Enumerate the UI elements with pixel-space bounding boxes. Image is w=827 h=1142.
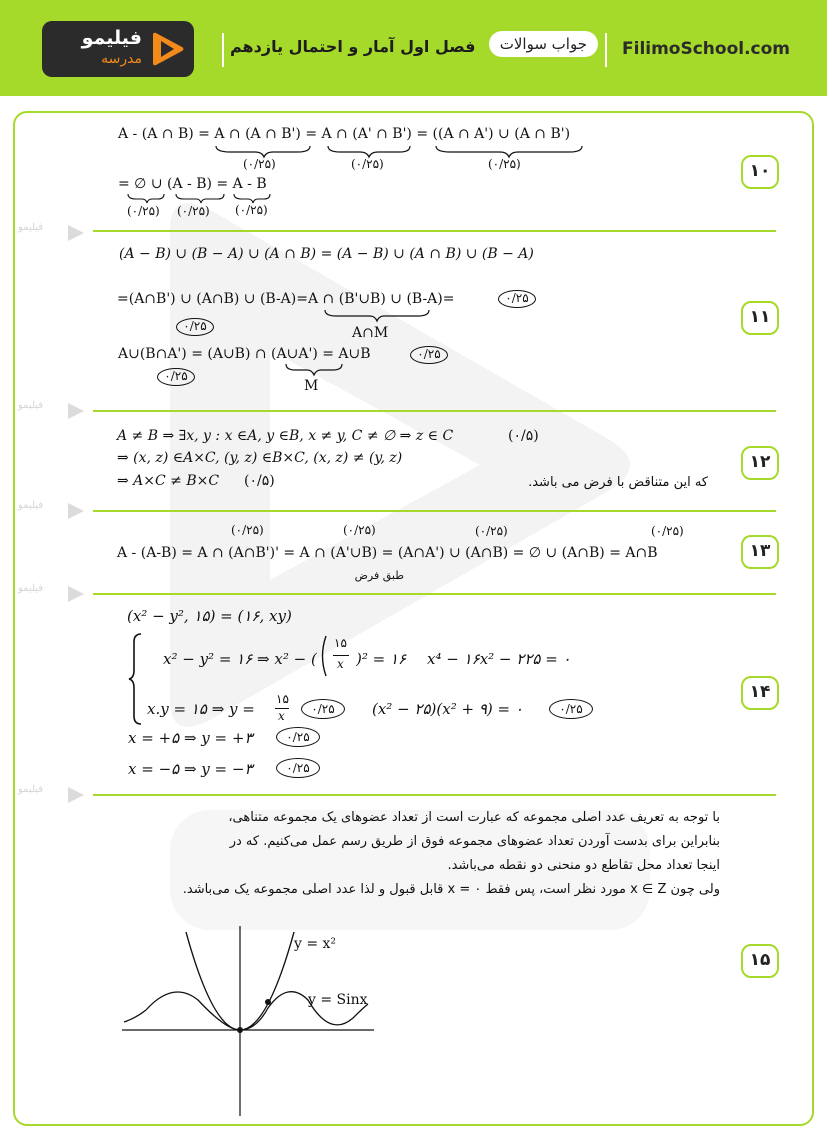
q11-score: ۰/۲۵: [498, 290, 536, 308]
q14-line2c: x⁴ − ۱۶x² − ۲۲۵ = ۰: [427, 650, 571, 668]
q11-line1: (A − B) ∪ (B − A) ∪ (A ∩ B) = (A − B) ∪ (A ∩ B) ∪ (B − A): [119, 246, 534, 262]
q12-line3-score: (۰/۵): [244, 473, 275, 489]
q14-line2a: x² − y² = ۱۶ ⇒ x² − (: [163, 650, 317, 668]
q13-score: (۰/۲۵): [231, 523, 264, 537]
label-parabola: y = x²: [294, 936, 337, 952]
q11-score: ۰/۲۵: [410, 346, 448, 364]
q15-paragraph-line: بنابراین برای بدست آوردن تعداد عضوهای مجموعه فوق از طریق رسم عمل می‌کنیم. که در: [229, 834, 720, 849]
watermark-mark: فیلیمو: [18, 222, 86, 244]
q10-line1: A - (A ∩ B) = A ∩ (A ∩ B') = A ∩ (A' ∩ B') = ((A ∩ A') ∪ (A ∩ B'): [118, 126, 571, 142]
header-separator: [222, 33, 224, 67]
q14-score: ۰/۲۵: [276, 727, 320, 747]
q14-score: ۰/۲۵: [276, 758, 320, 778]
q10-score: (۰/۲۵): [127, 204, 160, 218]
watermark-mark: فیلیمو: [18, 400, 86, 422]
graph-intersection: [118, 920, 378, 1120]
question-number: ۱۰: [741, 155, 779, 189]
q12-line1: A ≠ B ⇒ ∃x, y : x ∈A, y ∈B, x ≠ y, C ≠ ∅ ⇒ z ∈ C: [117, 428, 454, 444]
watermark-mark: فیلیمو: [18, 583, 86, 605]
q10-score: (۰/۲۵): [243, 157, 276, 171]
q14-line2b: )² = ۱۶: [356, 650, 407, 668]
q14-frac-den: x: [337, 657, 344, 671]
q15-paragraph-line: ولی چون x ∈ Z مورد نظر است، پس فقط x = ۰ قابل قبول و لذا عدد اصلی مجموعه یک می‌باشد.: [182, 882, 720, 897]
q14-line3a: x.y = ۱۵ ⇒ y =: [147, 700, 255, 718]
logo-subtitle: مدرسه: [101, 51, 142, 67]
question-number: ۱۴: [741, 676, 779, 710]
row-divider: [93, 510, 776, 512]
question-number: ۱۳: [741, 535, 779, 569]
play-pencil-icon: [152, 31, 186, 67]
q11-under1: A∩M: [352, 325, 389, 341]
q10-score: (۰/۲۵): [351, 157, 384, 171]
q14-line3b: (x² − ۲۵)(x² + ۹) = ۰: [372, 700, 523, 718]
row-divider: [93, 410, 776, 412]
q13-score: (۰/۲۵): [651, 524, 684, 538]
q11-line3: A∪(B∩A') = (A∪B) ∩ (A∪A') = A∪B: [118, 346, 371, 362]
watermark-mark: فیلیمو: [18, 500, 86, 522]
logo-title: فیلیمو: [81, 27, 142, 49]
fraction-bar: [333, 655, 349, 656]
q13-line: A - (A-B) = A ∩ (A∩B')' = A ∩ (A'∪B) = (A∩A') ∪ (A∩B) = ∅ ∪ (A∩B) = A∩B: [117, 545, 658, 561]
q15-paragraph-line: با توجه به تعریف عدد اصلی مجموعه که عبارت است از تعداد عضوهای یک مجموعه متناهی،: [228, 810, 720, 825]
filimo-school-logo[interactable]: [42, 21, 194, 77]
page-header: [0, 0, 827, 96]
row-divider: [93, 230, 776, 232]
question-number: ۱۱: [741, 301, 779, 335]
q15-paragraph-line: اینجا تعداد محل تقاطع دو منحنی دو نقطه می‌باشد.: [447, 858, 720, 873]
q14-score: ۰/۲۵: [549, 699, 593, 719]
row-divider: [93, 593, 776, 595]
system-brace: [128, 632, 144, 726]
q12-line2: ⇒ (x, z) ∈A×C, (y, z) ∈B×C, (x, z) ≠ (y, z): [117, 450, 403, 466]
q14-frac-num: ۱۵: [276, 692, 289, 706]
question-number: ۱۵: [741, 944, 779, 978]
q13-score: (۰/۲۵): [343, 523, 376, 537]
q14-frac-num: ۱۵: [334, 636, 347, 650]
q11-score: ۰/۲۵: [157, 368, 195, 386]
answers-pill: جواب سوالات: [489, 31, 598, 57]
header-title: [230, 30, 598, 68]
q14-line5: x = −۵ ⇒ y = −۳: [128, 760, 253, 778]
underbrace: [283, 362, 345, 378]
q12-note: که این متناقض با فرض می باشد.: [528, 475, 708, 490]
q12-line1-score: (۰/۵): [508, 428, 539, 444]
q13-score: (۰/۲۵): [475, 524, 508, 538]
q14-line1: (x² − y², ۱۵) = (۱۶, xy): [127, 607, 292, 625]
q11-under2: M: [304, 378, 319, 394]
q13-note: طبق فرض: [354, 569, 404, 582]
q14-line4: x = +۵ ⇒ y = +۳: [128, 729, 253, 747]
q14-score: ۰/۲۵: [301, 699, 345, 719]
watermark-mark: فیلیمو: [18, 784, 86, 806]
q10-line2: = ∅ ∪ (A - B) = A - B: [118, 176, 267, 192]
row-divider: [93, 794, 776, 796]
underbrace: [322, 308, 432, 324]
q10-score: (۰/۲۵): [488, 157, 521, 171]
q10-score: (۰/۲۵): [235, 203, 268, 217]
q10-score: (۰/۲۵): [177, 204, 210, 218]
q14-frac-den: x: [278, 709, 285, 723]
question-number: ۱۲: [741, 446, 779, 480]
q11-line2: =(A∩B') ∪ (A∩B) ∪ (B-A)=A ∩ (B'∪B) ∪ (B-A)=: [117, 291, 455, 307]
q12-line3: ⇒ A×C ≠ B×C: [117, 473, 220, 489]
q11-score: ۰/۲۵: [176, 318, 214, 336]
left-paren: [318, 634, 328, 678]
header-separator: [605, 33, 607, 67]
site-link[interactable]: FilimoSchool.com: [622, 39, 791, 59]
chapter-title: فصل اول آمار و احتمال یازدهم: [230, 37, 476, 56]
label-sine: y = Sinx: [308, 992, 368, 1008]
